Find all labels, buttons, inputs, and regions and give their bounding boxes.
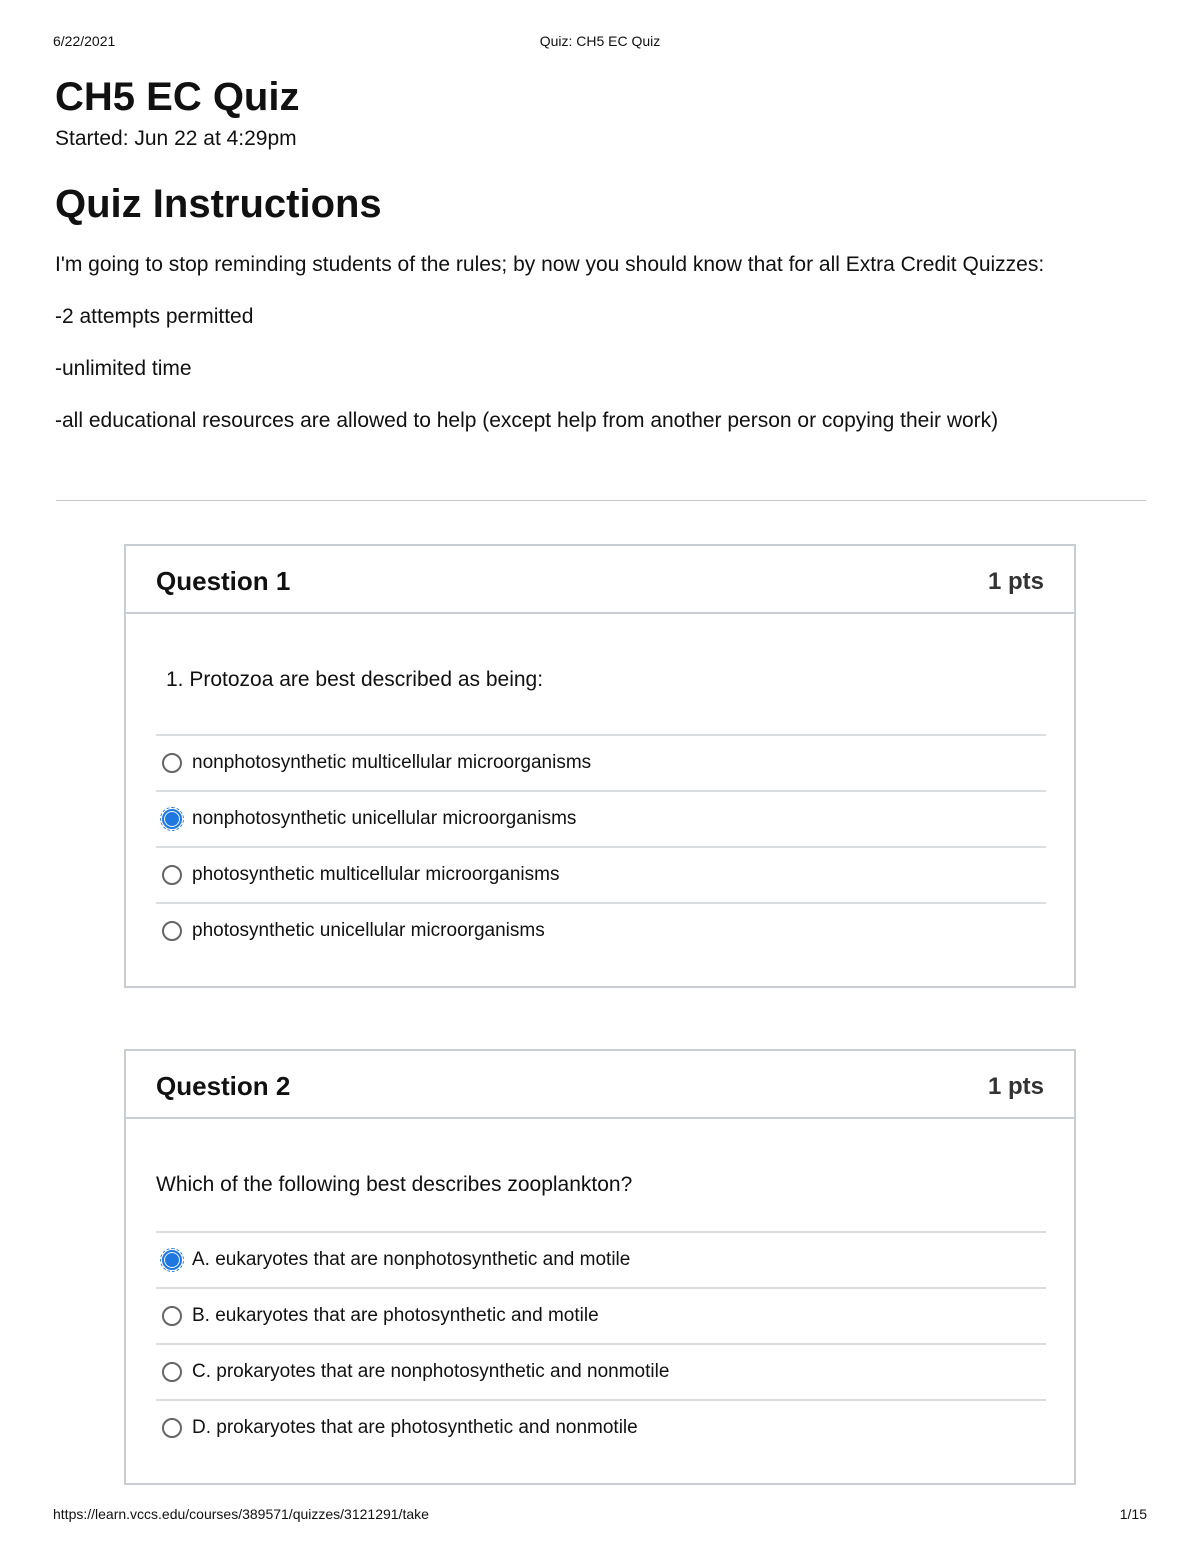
answer-text: prokaryotes that are nonphotosynthetic and nonmotile <box>216 1361 670 1382</box>
answer-option[interactable] <box>156 1289 1046 1345</box>
answer-option[interactable] <box>156 1401 1046 1455</box>
answer-text: prokaryotes that are photosynthetic and nonmotile <box>216 1417 638 1438</box>
answer-letter: D. <box>192 1417 211 1438</box>
question-body <box>126 614 1074 958</box>
instructions-intro: I'm going to stop reminding students of the rules; by now you should know that for all Extra Credit Quizzes: <box>55 253 1045 276</box>
instructions-rule: -unlimited time <box>55 357 192 380</box>
answer-label: photosynthetic multicellular microorganisms <box>192 864 560 885</box>
question-title: Question 2 <box>156 1071 291 1101</box>
answer-list <box>156 734 1046 958</box>
question-2-card <box>124 1049 1076 1485</box>
answer-option[interactable] <box>156 1233 1046 1289</box>
answer-label: nonphotosynthetic multicellular microorganisms <box>192 752 592 773</box>
question-header <box>126 1051 1074 1119</box>
print-page-number: 1/15 <box>1119 1506 1147 1522</box>
answer-letter: C. <box>192 1361 211 1382</box>
answer-label <box>192 1360 669 1384</box>
question-1-card <box>124 544 1076 988</box>
radio-button-icon[interactable] <box>162 921 182 941</box>
answer-letter: A. <box>192 1249 210 1270</box>
question-text: Which of the following best describes zooplankton? <box>156 1173 633 1196</box>
answer-label <box>192 1304 599 1328</box>
radio-button-icon[interactable] <box>162 1362 182 1382</box>
instructions-rule: -all educational resources are allowed to help (except help from another person or copying their work) <box>55 409 999 432</box>
answer-option[interactable] <box>156 736 1046 792</box>
answer-label <box>192 1416 638 1440</box>
quiz-started-time: Started: Jun 22 at 4:29pm <box>55 127 297 150</box>
print-footer <box>53 1506 1147 1526</box>
question-points: 1 pts <box>987 568 1044 595</box>
answer-letter: B. <box>192 1305 210 1326</box>
radio-button-icon[interactable] <box>162 753 182 773</box>
answer-label <box>192 1248 630 1272</box>
print-date: 6/22/2021 <box>53 33 116 49</box>
answer-option[interactable] <box>156 1345 1046 1401</box>
quiz-title: CH5 EC Quiz <box>55 75 300 119</box>
section-divider <box>56 500 1146 501</box>
answer-list <box>156 1231 1046 1455</box>
radio-button-icon[interactable] <box>162 1418 182 1438</box>
answer-label: nonphotosynthetic unicellular microorganisms <box>192 808 577 829</box>
radio-button-icon[interactable] <box>162 865 182 885</box>
radio-button-icon[interactable] <box>162 1306 182 1326</box>
answer-option[interactable] <box>156 792 1046 848</box>
question-body <box>126 1119 1074 1455</box>
answer-option[interactable] <box>156 848 1046 904</box>
radio-button-selected-icon[interactable] <box>162 1250 182 1270</box>
question-points: 1 pts <box>987 1073 1044 1100</box>
answer-label: photosynthetic unicellular microorganisms <box>192 920 545 941</box>
instructions-body <box>55 250 1135 458</box>
instructions-rule: -2 attempts permitted <box>55 305 254 328</box>
instructions-heading: Quiz Instructions <box>55 182 382 226</box>
question-title: Question 1 <box>156 566 291 596</box>
answer-text: eukaryotes that are photosynthetic and motile <box>215 1305 599 1326</box>
print-url: https://learn.vccs.edu/courses/389571/quizzes/3121291/take <box>53 1506 429 1522</box>
radio-button-selected-icon[interactable] <box>162 809 182 829</box>
print-page-title: Quiz: CH5 EC Quiz <box>539 33 661 49</box>
answer-text: eukaryotes that are nonphotosynthetic and motile <box>215 1249 631 1270</box>
question-header <box>126 546 1074 614</box>
print-header <box>53 33 1147 53</box>
answer-option[interactable] <box>156 904 1046 958</box>
question-text: 1. Protozoa are best described as being: <box>166 668 544 691</box>
